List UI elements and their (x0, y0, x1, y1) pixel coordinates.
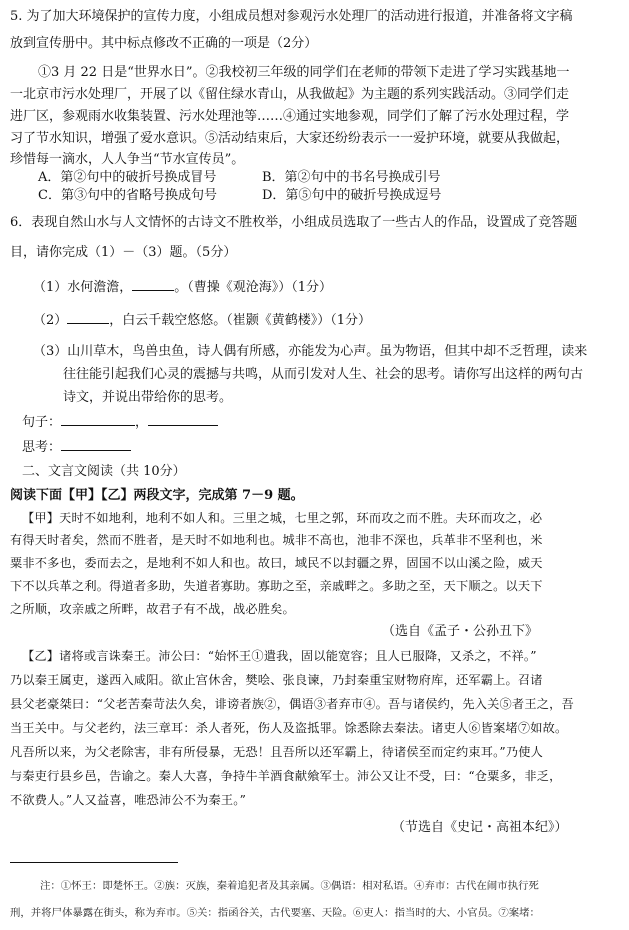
yi-line-1: 【乙】诸将或言诛秦王。沛公曰：“始怀王①遣我，固以能宽容；且人已服降，又杀之，不祥。” (22, 649, 537, 663)
q6-think-blank[interactable] (61, 437, 131, 451)
jia-line-5: 之所顺，攻亲戚之所畔，故君子有不战，战必胜矣。 (10, 602, 295, 616)
q6-sub2-after: ，白云千载空悠悠。（崔颢《黄鹤楼》）（1分） (109, 313, 372, 328)
q5-option-b: B．第②句中的书名号换成引号 (262, 170, 441, 185)
q6-think-label: 思考： (22, 440, 62, 455)
q6-sub2 (33, 310, 371, 331)
q5-option-d: D．第⑤句中的破折号换成逗号 (262, 188, 442, 203)
jia-source: （选自《孟子・公孙丑下》 (382, 624, 539, 639)
footnote-divider (10, 862, 178, 863)
q6-sub1-answer-blank[interactable] (132, 277, 174, 291)
yi-line-6: 与秦吏行县乡邑，告谕之。秦人大喜，争持牛羊酒食献飨军士。沛公又让不受，曰：“仓粟多，非乏， (10, 769, 562, 783)
q6-stem-line-2: 目，请你完成（1）－（3）题。（5分） (10, 245, 237, 260)
footnote-line-2: 刑，并将尸体暴露在街头，称为弃市。⑤关：指函谷关，古代要塞、天险。⑥吏人：指当时的大、小官员。⑦案堵： (10, 907, 540, 919)
q6-stem-line-1: 6．表现自然山水与人文情怀的古诗文不胜枚举，小组成员选取了一些古人的作品，设置成了竞答题 (10, 215, 578, 230)
yi-line-2: 乃以秦王属吏，遂西入咸阳。欲止宫休舍，樊哙、张良谏，乃封秦重宝财物府库，还军霸上。召诸 (10, 673, 543, 687)
section2-intro: 阅读下面【甲】【乙】两段文字，完成第 7－9 题。 (10, 488, 304, 503)
q5-passage-line-5: 珍惜每一滴水，人人争当“节水宣传员”。 (10, 152, 245, 167)
footnote-line-1: 注：①怀王：即楚怀王。②族：灭族，秦着追犯者及其亲属。③偶语：相对私语。④弃市：古代在闹市执行死 (40, 880, 539, 892)
q6-sub1-before: （1）水何澹澹， (33, 280, 133, 295)
q5-option-c: C．第③句中的省略号换成句号 (38, 188, 217, 203)
jia-line-4: 下不以兵革之利。得道者多助，失道者寡助。寡助之至，亲戚畔之。多助之至，天下顺之。以天下 (10, 579, 543, 593)
q6-sub2-before: （2） (33, 313, 68, 328)
yi-line-3: 县父老豪桀曰：“父老苦秦苛法久矣，诽谤者族②，偶语③者弃市④。吾与诸侯约，先入关⑤者王之，吾 (10, 697, 574, 711)
q6-sub3-line-2: 往往能引起我们心灵的震撼与共鸣，从而引发对人生、社会的思考。请你写出这样的两句古 (63, 367, 584, 382)
q6-think-row (22, 437, 131, 458)
q5-passage-line-2: 一北京市污水处理厂，开展了以《留住绿水青山，从我做起》为主题的系列实践活动。③同学们走 (10, 87, 570, 102)
q6-sub3-line-3: 诗文，并说出带给你的思考。 (63, 390, 233, 405)
q6-sub1 (33, 277, 332, 298)
jia-line-3: 粟非不多也，委而去之，是地利不如人和也。故曰，域民不以封疆之界，固国不以山溪之险，威天 (10, 556, 543, 570)
q6-sentence-sep: ， (135, 415, 149, 430)
yi-line-4: 当王关中。与父老约，法三章耳：杀人者死，伤人及盗抵罪。馀悉除去秦法。诸吏人⑥皆案堵⑦如故。 (10, 721, 568, 735)
q5-option-a: A．第②句中的破折号换成冒号 (38, 170, 217, 185)
q6-sentence-blank-1[interactable] (61, 412, 135, 426)
q6-sub1-after: 。（曹操《观沧海》）（1分） (174, 280, 333, 295)
yi-line-7: 不欲费人。”人又益喜，唯恐沛公不为秦王。” (10, 793, 247, 807)
jia-line-1: 【甲】天时不如地利，地利不如人和。三里之城，七里之郭，环而攻之而不胜。夫环而攻之，必 (22, 511, 543, 525)
section2-title: 二、文言文阅读（共 10分） (22, 464, 186, 479)
yi-line-5: 凡吾所以来，为父老除害，非有所侵暴，无恐！且吾所以还军霸上，待诸侯至而定约束耳。”乃使人 (10, 745, 543, 759)
jia-line-2: 有得天时者矣，然而不胜者，是天时不如地利也。城非不高也，池非不深也，兵革非不坚利也，米 (10, 533, 543, 547)
q5-passage-line-1: ①3 月 22 日是“世界水日”。②我校初三年级的同学们在老师的带领下走进了学习实践基地一 (38, 65, 570, 80)
q5-stem-line-1: 5. 为了加大环境保护的宣传力度，小组成员想对参观污水处理厂的活动进行报道，并准备将文字稿 (10, 9, 573, 24)
q5-passage-line-4: 习了节水知识，增强了爱水意识。⑤活动结束后，大家还纷纷表示一一爱护环境，就要从我做起， (10, 131, 570, 146)
q6-sub2-answer-blank[interactable] (67, 310, 109, 324)
q5-passage-line-3: 进厂区，参观雨水收集装置、污水处理池等……④通过实地参观，同学们了解了污水处理过程，学 (10, 109, 570, 124)
q6-sentence-label: 句子： (22, 415, 62, 430)
q6-sub3-line-1: （3）山川草木，鸟兽虫鱼，诗人偶有所感，亦能发为心声。虽为物语，但其中却不乏哲理，读来 (33, 344, 588, 359)
q6-sentence-row (22, 412, 218, 433)
q6-sentence-blank-2[interactable] (148, 412, 218, 426)
q5-stem-line-2: 放到宣传册中。其中标点修改不正确的一项是（2分） (10, 36, 318, 51)
yi-source: （节选自《史记・高祖本纪》） (392, 820, 568, 835)
